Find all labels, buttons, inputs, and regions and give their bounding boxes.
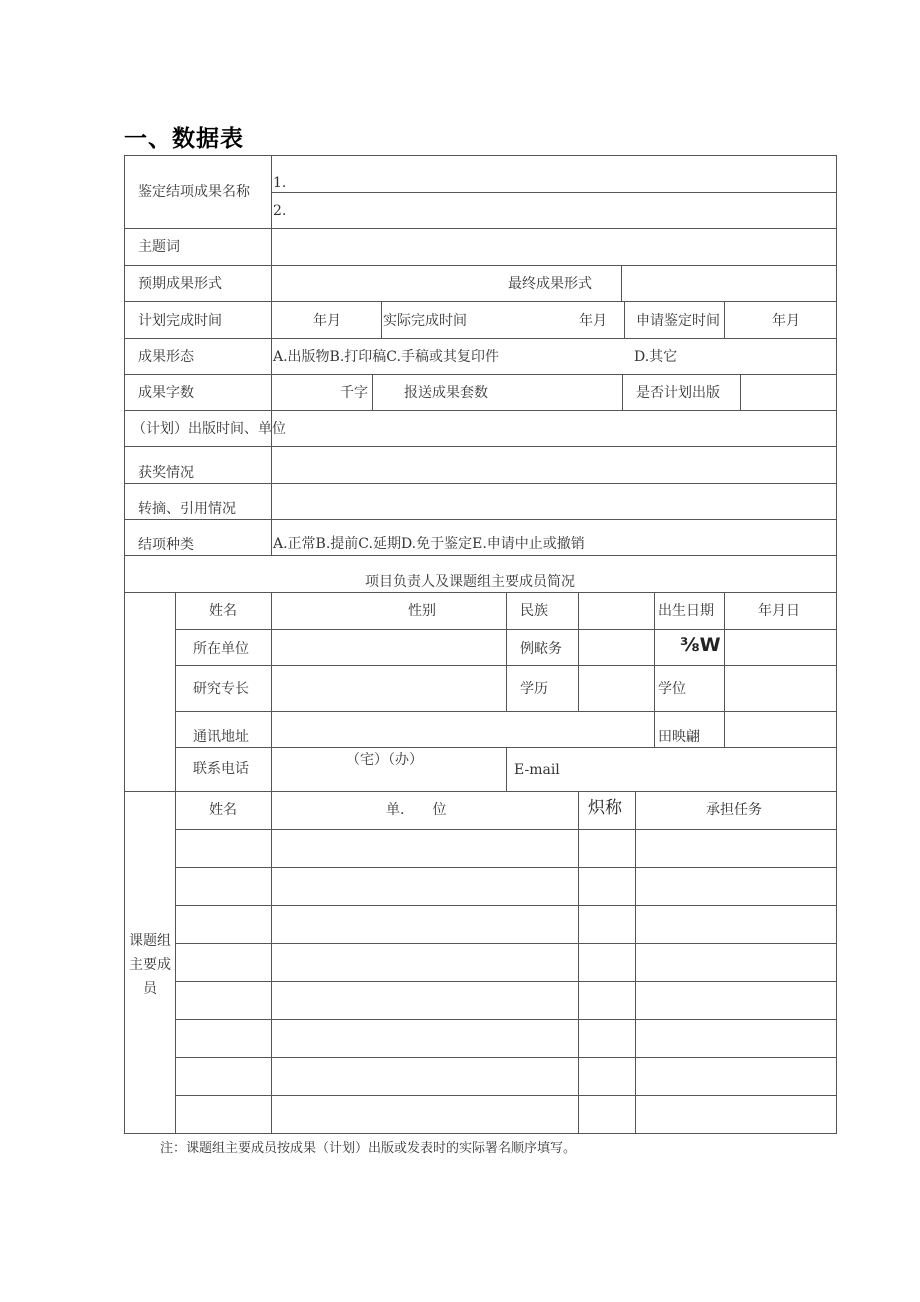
col-line	[621, 265, 622, 301]
form-type-options[interactable]: A.出版物B.打印稿C.手稿或其复印件	[273, 349, 499, 365]
col-line	[506, 747, 507, 791]
row-line	[124, 155, 837, 156]
col-line	[271, 592, 272, 791]
col-line	[624, 301, 625, 338]
label-unit: 所在单位	[193, 641, 249, 657]
row-line	[124, 555, 837, 556]
row-line	[124, 301, 837, 302]
members-side-label-line-2: 主要成	[129, 957, 171, 973]
label-final-form: 最终成果形式	[508, 276, 592, 292]
row-line	[124, 410, 837, 411]
row-line	[272, 192, 837, 193]
members-side-label-line-3: 员	[143, 981, 157, 997]
label-leader-name: 姓名	[209, 603, 237, 619]
result-name-line-2[interactable]: 2.	[273, 203, 287, 219]
row-line	[176, 711, 837, 712]
row-line	[176, 867, 837, 868]
label-email: E-mail	[514, 762, 560, 778]
leader-section-header: 项目负责人及课题组主要成员简况	[365, 574, 575, 590]
row-line	[176, 1095, 837, 1096]
row-line	[124, 338, 837, 339]
col-line	[372, 374, 373, 410]
col-line	[724, 592, 725, 747]
phone-home-office[interactable]: （宅）（办）	[346, 752, 423, 768]
label-phone: 联系电话	[193, 761, 249, 777]
label-specialty: 研究专长	[193, 681, 249, 697]
label-birth-date: 出生日期	[658, 603, 714, 619]
row-line	[124, 483, 837, 484]
planned-time-unit[interactable]: 年月	[313, 313, 341, 329]
label-copies: 报送成果套数	[404, 385, 488, 401]
label-closing-type: 结项种类	[138, 537, 194, 553]
label-result-name: 鉴定结项成果名称	[138, 184, 250, 200]
col-line	[578, 592, 579, 711]
col-line	[578, 791, 579, 1134]
col-line	[654, 592, 655, 747]
birth-date-unit[interactable]: 年月日	[758, 603, 800, 619]
row-line	[124, 265, 837, 266]
col-line	[622, 374, 623, 410]
row-line	[124, 791, 837, 792]
apply-time-unit[interactable]: 年月	[772, 313, 800, 329]
label-position: 例畩务	[520, 641, 562, 657]
section-title: 一、数据表	[124, 126, 244, 152]
actual-time-unit[interactable]: 年月	[579, 313, 607, 329]
label-actual-time: 实际完成时间	[383, 313, 467, 329]
col-line	[724, 301, 725, 338]
col-line	[271, 791, 272, 1134]
label-address: 通讯地址	[193, 729, 249, 745]
word-count-unit: 千字	[340, 385, 368, 401]
members-side-label-line-1: 课题组	[129, 933, 171, 949]
label-expected-form: 预期成果形式	[138, 276, 222, 292]
col-member-title: 炽称	[588, 798, 622, 818]
label-form-type: 成果形态	[138, 349, 194, 365]
label-word-count: 成果字数	[138, 385, 194, 401]
row-line	[176, 829, 837, 830]
row-line	[176, 981, 837, 982]
label-publish-time: （计划）出版时间、单位	[132, 421, 286, 437]
members-side-label	[124, 929, 176, 1001]
row-line	[124, 228, 837, 229]
result-name-line-1[interactable]: 1.	[273, 175, 287, 191]
label-keywords: 主题词	[138, 239, 180, 255]
row-line	[124, 446, 837, 447]
col-line	[506, 592, 507, 711]
label-apply-time: 申请鉴定时间	[636, 313, 720, 329]
label-education: 学历	[520, 681, 548, 697]
label-plan-publish: 是否计划出版	[636, 385, 720, 401]
row-line	[176, 1057, 837, 1058]
row-line	[124, 592, 837, 593]
closing-type-options[interactable]: A.正常B.提前C.延期D.免于鉴定E.申请中止或撤销	[273, 536, 585, 552]
data-form-table	[124, 155, 837, 1134]
row-line	[124, 519, 837, 520]
col-line	[175, 592, 176, 1134]
label-planned-time: 计划完成时间	[138, 313, 222, 329]
col-member-unit: 单. 位	[386, 802, 447, 818]
col-line	[740, 374, 741, 410]
row-line	[176, 1019, 837, 1020]
col-line	[836, 155, 837, 1134]
row-line	[176, 943, 837, 944]
footnote: 注：课题组主要成员按成果（计划）出版或发表时的实际署名顺序填写。	[160, 1141, 577, 1156]
label-ethnicity: 民族	[520, 603, 548, 619]
row-line	[176, 905, 837, 906]
col-line	[635, 791, 636, 1134]
label-title-glyph: ⅜W	[680, 634, 721, 656]
col-member-name: 姓名	[209, 802, 237, 818]
label-degree: 学位	[658, 681, 686, 697]
col-line	[381, 301, 382, 338]
label-award: 获奖情况	[138, 465, 194, 481]
label-postcode: 田映翩	[658, 729, 700, 745]
col-member-task: 承担任务	[706, 802, 762, 818]
label-gender: 性别	[408, 603, 436, 619]
row-line	[124, 1133, 837, 1134]
form-type-option-d[interactable]: D.其它	[634, 349, 678, 365]
row-line	[124, 374, 837, 375]
col-line	[271, 155, 272, 555]
label-citation: 转摘、引用情况	[138, 501, 236, 517]
